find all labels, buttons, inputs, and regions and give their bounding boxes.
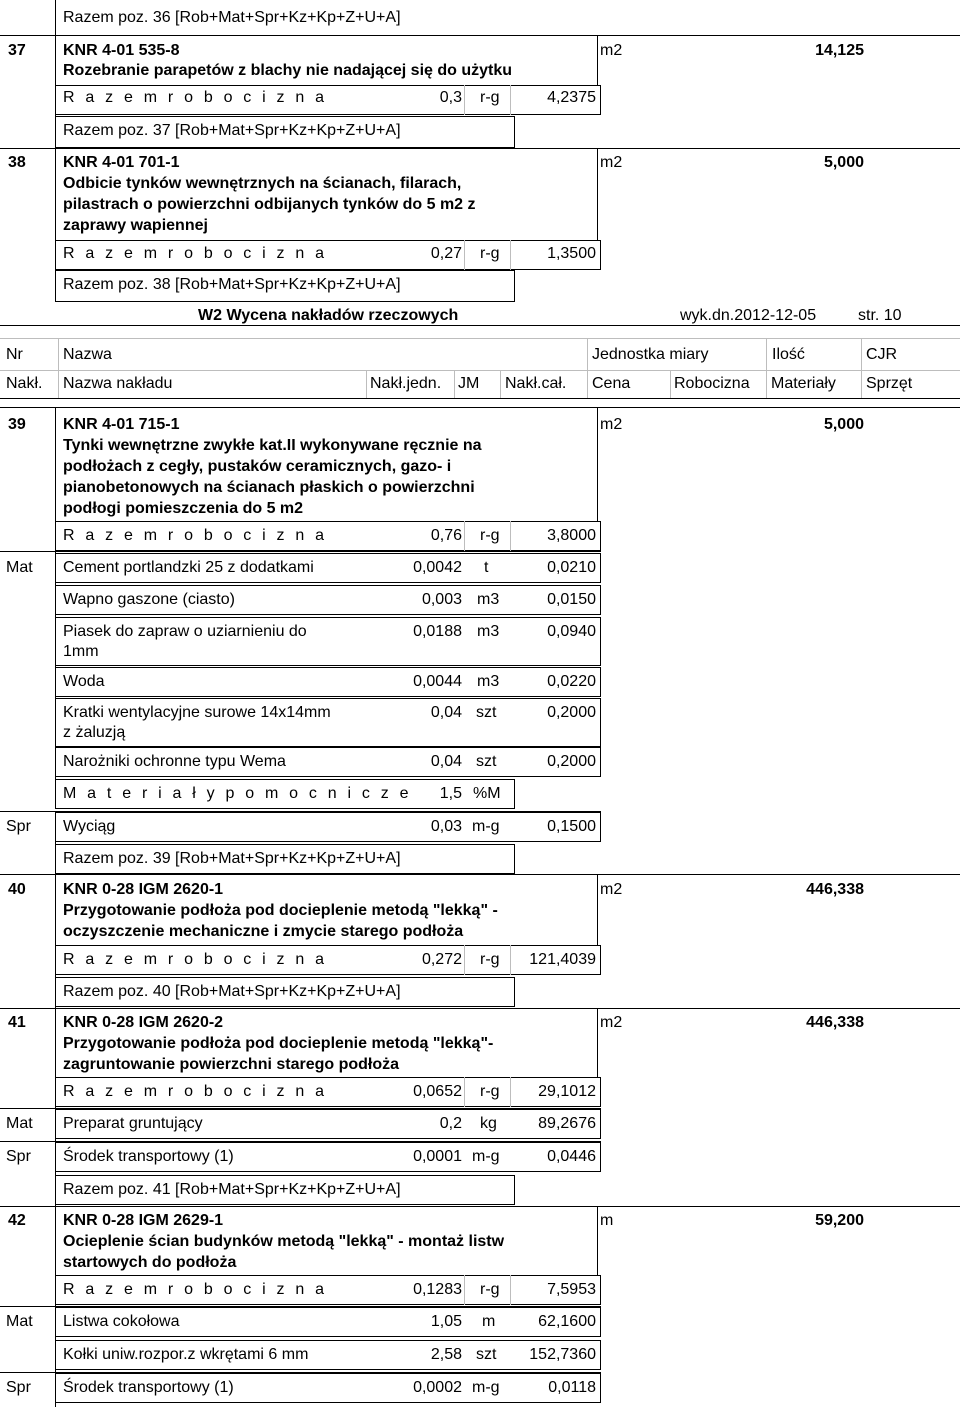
labor-label: R a z e m r o b o c i z n a — [63, 951, 328, 968]
item-unit: m2 — [600, 1014, 623, 1031]
material-name: Preparat gruntujący — [63, 1115, 203, 1132]
material-unit-norm: 0,0042 — [413, 559, 462, 576]
divider — [55, 148, 56, 302]
divider — [0, 874, 960, 875]
material-unit-norm: 0,04 — [430, 704, 462, 721]
page-number: str. 10 — [858, 307, 902, 324]
item-description: Odbicie tynków wewnętrznych na ścianach, filarach, — [63, 175, 462, 192]
divider — [55, 35, 56, 148]
labor-total: 1,3500 — [547, 245, 596, 262]
item-description: Rozebranie parapetów z blachy nie nadającej się do użytku — [63, 62, 513, 79]
equipment-unit: m-g — [472, 1148, 500, 1165]
material-unit-norm: 1,05 — [430, 1313, 462, 1330]
material-name: Narożniki ochronne typu Wema — [63, 753, 286, 770]
razem-poz-38: Razem poz. 38 [Rob+Mat+Spr+Kz+Kp+Z+U+A] — [63, 276, 401, 293]
divider — [0, 1206, 960, 1207]
item-description: pilastrach o powierzchni odbijanych tynków do 5 m2 z — [63, 196, 476, 213]
divider — [454, 370, 455, 398]
auxiliary-materials-label: M a t e r i a ł y p o m o c n i c z e — [63, 785, 412, 802]
labor-row-box — [55, 521, 601, 551]
col-nakl: Nakł. — [6, 375, 43, 392]
item-number: 40 — [8, 881, 26, 898]
equipment-name: Środek transportowy (1) — [63, 1379, 234, 1396]
divider — [766, 338, 767, 398]
item-quantity: 5,000 — [823, 416, 864, 433]
labor-unit: r-g — [480, 951, 500, 968]
material-total: 62,1600 — [538, 1313, 596, 1330]
item-quantity: 5,000 — [823, 154, 864, 171]
labor-unit: r-g — [480, 1083, 500, 1100]
labor-unit: r-g — [480, 89, 500, 106]
divider — [510, 1077, 511, 1107]
divider — [0, 407, 960, 408]
material-unit-norm: 0,0044 — [413, 673, 462, 690]
divider — [55, 0, 56, 35]
material-name: Cement portlandzki 25 z dodatkami — [63, 559, 314, 576]
item-description: zagruntowanie powierzchni starego podłoża — [63, 1056, 400, 1073]
divider — [0, 551, 601, 552]
equipment-unit: m-g — [472, 1379, 500, 1396]
report-title: W2 Wycena nakładów rzeczowych — [198, 307, 459, 324]
razem-poz-41: Razem poz. 41 [Rob+Mat+Spr+Kz+Kp+Z+U+A] — [63, 1181, 401, 1198]
material-row-box — [55, 617, 601, 666]
labor-total: 4,2375 — [547, 89, 596, 106]
col-nakl-jedn: Nakł.jedn. — [370, 375, 442, 392]
labor-label: R a z e m r o b o c i z n a — [63, 89, 328, 106]
razem-poz-36: Razem poz. 36 [Rob+Mat+Spr+Kz+Kp+Z+U+A] — [63, 9, 401, 26]
item-description: Ocieplenie ścian budynków metodą "lekką" - montaż listw — [63, 1233, 505, 1250]
divider — [58, 338, 59, 398]
material-name: Woda — [63, 673, 105, 690]
material-name: z żaluzją — [63, 724, 126, 741]
item-number: 39 — [8, 416, 26, 433]
item-description: pianobetonowych na ścianach płaskich o powierzchni — [63, 479, 475, 496]
item-code: KNR 4-01 535-8 — [63, 42, 180, 59]
divider — [670, 370, 671, 398]
labor-total: 29,1012 — [538, 1083, 596, 1100]
divider — [55, 1206, 56, 1407]
material-total: 89,2676 — [538, 1115, 596, 1132]
material-row-box — [55, 747, 601, 777]
material-row-box — [55, 698, 601, 747]
labor-label: R a z e m r o b o c i z n a — [63, 1083, 328, 1100]
item-unit: m2 — [600, 416, 623, 433]
item-unit: m2 — [600, 42, 623, 59]
divider — [510, 240, 511, 270]
divider — [0, 35, 960, 36]
labor-unit-norm: 0,27 — [430, 245, 462, 262]
labor-label: R a z e m r o b o c i z n a — [63, 1281, 328, 1298]
divider — [861, 338, 862, 398]
divider — [0, 1008, 960, 1009]
item-unit: m2 — [600, 154, 623, 171]
material-row-box — [55, 667, 601, 697]
labor-row-box — [55, 240, 601, 270]
material-total: 152,7360 — [529, 1346, 596, 1363]
item-code: KNR 4-01 701-1 — [63, 154, 180, 171]
material-unit: m3 — [477, 673, 500, 690]
labor-unit-norm: 0,1283 — [413, 1281, 462, 1298]
item-description: podłożach z cegły, pustaków ceramicznych, gazo- i — [63, 458, 452, 475]
item-code: KNR 0-28 IGM 2620-2 — [63, 1014, 224, 1031]
auxiliary-unit: %M — [473, 785, 501, 802]
col-nakl-cal: Nakł.cał. — [505, 375, 567, 392]
auxiliary-percent: 1,5 — [439, 785, 462, 802]
equipment-name: Środek transportowy (1) — [63, 1148, 234, 1165]
razem-box — [55, 977, 515, 1007]
labor-label: R a z e m r o b o c i z n a — [63, 527, 328, 544]
item-description: zaprawy wapiennej — [63, 217, 208, 234]
material-unit: m3 — [477, 623, 500, 640]
labor-unit: r-g — [480, 245, 500, 262]
labor-total: 121,4039 — [529, 951, 596, 968]
item-number: 42 — [8, 1212, 26, 1229]
labor-total: 3,8000 — [547, 527, 596, 544]
material-row-box — [55, 1340, 601, 1370]
item-quantity: 446,338 — [806, 881, 864, 898]
item-code: KNR 0-28 IGM 2629-1 — [63, 1212, 224, 1229]
item-quantity: 59,200 — [815, 1212, 864, 1229]
divider — [464, 1275, 465, 1305]
material-name: Piasek do zapraw o uziarnieniu do — [63, 623, 307, 640]
equipment-total: 0,0118 — [548, 1379, 596, 1396]
material-section-label: Mat — [6, 1313, 33, 1330]
col-jednostka: Jednostka miary — [592, 346, 709, 363]
equipment-name: Wyciąg — [63, 818, 116, 835]
razem-poz-40: Razem poz. 40 [Rob+Mat+Spr+Kz+Kp+Z+U+A] — [63, 983, 401, 1000]
material-unit: m — [482, 1313, 496, 1330]
divider — [510, 1275, 511, 1305]
material-unit: szt — [476, 704, 497, 721]
equipment-unit: m-g — [472, 818, 500, 835]
col-sprzet: Sprzęt — [866, 375, 913, 392]
divider — [55, 874, 56, 1008]
material-unit-norm: 0,2 — [439, 1115, 462, 1132]
col-nazwa: Nazwa — [63, 346, 112, 363]
equipment-unit-norm: 0,03 — [430, 818, 462, 835]
material-total: 0,2000 — [547, 704, 596, 721]
material-total: 0,0210 — [547, 559, 596, 576]
material-unit: szt — [476, 753, 497, 770]
labor-label: R a z e m r o b o c i z n a — [63, 245, 328, 262]
item-code: KNR 0-28 IGM 2620-1 — [63, 881, 224, 898]
divider — [464, 521, 465, 551]
equipment-total: 0,1500 — [547, 818, 596, 835]
divider — [500, 370, 501, 398]
equipment-unit-norm: 0,0001 — [413, 1148, 462, 1165]
equipment-row-box — [55, 1373, 601, 1403]
item-number: 41 — [8, 1014, 26, 1031]
item-quantity: 446,338 — [806, 1014, 864, 1031]
item-description: startowych do podłoża — [63, 1254, 237, 1271]
razem-box — [55, 116, 515, 148]
divider — [597, 407, 598, 521]
col-jm: JM — [458, 375, 480, 392]
item-description: podłogi pomieszczenia do 5 m2 — [63, 500, 304, 517]
equipment-section-label: Spr — [6, 818, 31, 835]
labor-row-box — [55, 1275, 601, 1305]
item-number: 38 — [8, 154, 26, 171]
divider — [55, 1008, 56, 1206]
divider — [510, 85, 511, 115]
material-total: 0,0220 — [547, 673, 596, 690]
material-section-label: Mat — [6, 1115, 33, 1132]
equipment-row-box — [55, 812, 601, 842]
labor-unit: r-g — [480, 527, 500, 544]
col-materialy: Materiały — [771, 375, 836, 392]
material-unit-norm: 0,04 — [430, 753, 462, 770]
material-name: 1mm — [63, 643, 99, 660]
divider — [597, 1008, 598, 1077]
divider — [366, 370, 367, 398]
razem-box — [55, 1175, 515, 1205]
equipment-unit-norm: 0,0002 — [413, 1379, 462, 1396]
col-robocizna: Robocizna — [674, 375, 750, 392]
divider — [0, 148, 960, 149]
col-cjr: CJR — [866, 346, 898, 363]
divider — [0, 370, 960, 371]
divider — [464, 1077, 465, 1107]
item-code: KNR 4-01 715-1 — [63, 416, 180, 433]
item-quantity: 14,125 — [815, 42, 864, 59]
item-description: Przygotowanie podłoża pod docieplenie metodą "lekką" - — [63, 902, 498, 919]
col-nazwa-nakladu: Nazwa nakładu — [63, 375, 173, 392]
item-unit: m2 — [600, 881, 623, 898]
equipment-section-label: Spr — [6, 1148, 31, 1165]
labor-row-box — [55, 1077, 601, 1107]
auxiliary-row-box — [55, 779, 515, 809]
item-description: Tynki wewnętrzne zwykłe kat.II wykonywane ręcznie na — [63, 437, 482, 454]
material-unit: szt — [476, 1346, 497, 1363]
material-total: 0,0940 — [547, 623, 596, 640]
col-cena: Cena — [592, 375, 631, 392]
material-unit-norm: 0,003 — [421, 591, 462, 608]
material-name: Kratki wentylacyjne surowe 14x14mm — [63, 704, 331, 721]
labor-unit-norm: 0,3 — [439, 89, 462, 106]
razem-poz-37: Razem poz. 37 [Rob+Mat+Spr+Kz+Kp+Z+U+A] — [63, 122, 401, 139]
divider — [464, 240, 465, 270]
razem-box — [55, 844, 515, 874]
item-description: Przygotowanie podłoża pod docieplenie metodą "lekką"- — [63, 1035, 494, 1052]
col-ilosc: Ilość — [772, 346, 805, 363]
labor-unit-norm: 0,272 — [421, 951, 462, 968]
divider — [597, 1206, 598, 1275]
divider — [597, 148, 598, 240]
material-name: Kołki uniw.rozpor.z wkrętami 6 mm — [63, 1346, 309, 1363]
material-unit: t — [484, 559, 489, 576]
razem-poz-39: Razem poz. 39 [Rob+Mat+Spr+Kz+Kp+Z+U+A] — [63, 850, 401, 867]
material-row-box — [55, 553, 601, 583]
material-name: Wapno gaszone (ciasto) — [63, 591, 235, 608]
labor-row-box — [55, 945, 601, 975]
divider — [0, 398, 960, 399]
material-unit-norm: 0,0188 — [413, 623, 462, 640]
material-unit: m3 — [477, 591, 500, 608]
labor-row-box — [55, 85, 601, 115]
material-unit-norm: 2,58 — [430, 1346, 462, 1363]
divider — [0, 338, 960, 339]
labor-total: 7,5953 — [547, 1281, 596, 1298]
col-nr: Nr — [6, 346, 23, 363]
material-row-box — [55, 1109, 601, 1139]
labor-unit: r-g — [480, 1281, 500, 1298]
labor-unit-norm: 0,76 — [430, 527, 462, 544]
material-row-box — [55, 1307, 601, 1337]
divider — [597, 874, 598, 945]
labor-unit-norm: 0,0652 — [413, 1083, 462, 1100]
equipment-row-box — [55, 1142, 601, 1172]
material-name: Listwa cokołowa — [63, 1313, 180, 1330]
equipment-section-label: Spr — [6, 1379, 31, 1396]
material-unit: kg — [480, 1115, 497, 1132]
divider — [597, 35, 598, 85]
razem-box — [55, 270, 515, 302]
equipment-total: 0,0446 — [547, 1148, 596, 1165]
divider — [510, 945, 511, 975]
item-description: oczyszczenie mechaniczne i zmycie starego podłoża — [63, 923, 464, 940]
divider — [464, 85, 465, 115]
item-number: 37 — [8, 42, 26, 59]
material-total: 0,2000 — [547, 753, 596, 770]
material-row-box — [55, 585, 601, 615]
report-date: wyk.dn.2012-12-05 — [680, 307, 817, 324]
divider — [464, 945, 465, 975]
item-unit: m — [600, 1212, 614, 1229]
material-section-label: Mat — [6, 559, 33, 576]
divider — [587, 338, 588, 398]
divider — [510, 521, 511, 551]
material-total: 0,0150 — [547, 591, 596, 608]
